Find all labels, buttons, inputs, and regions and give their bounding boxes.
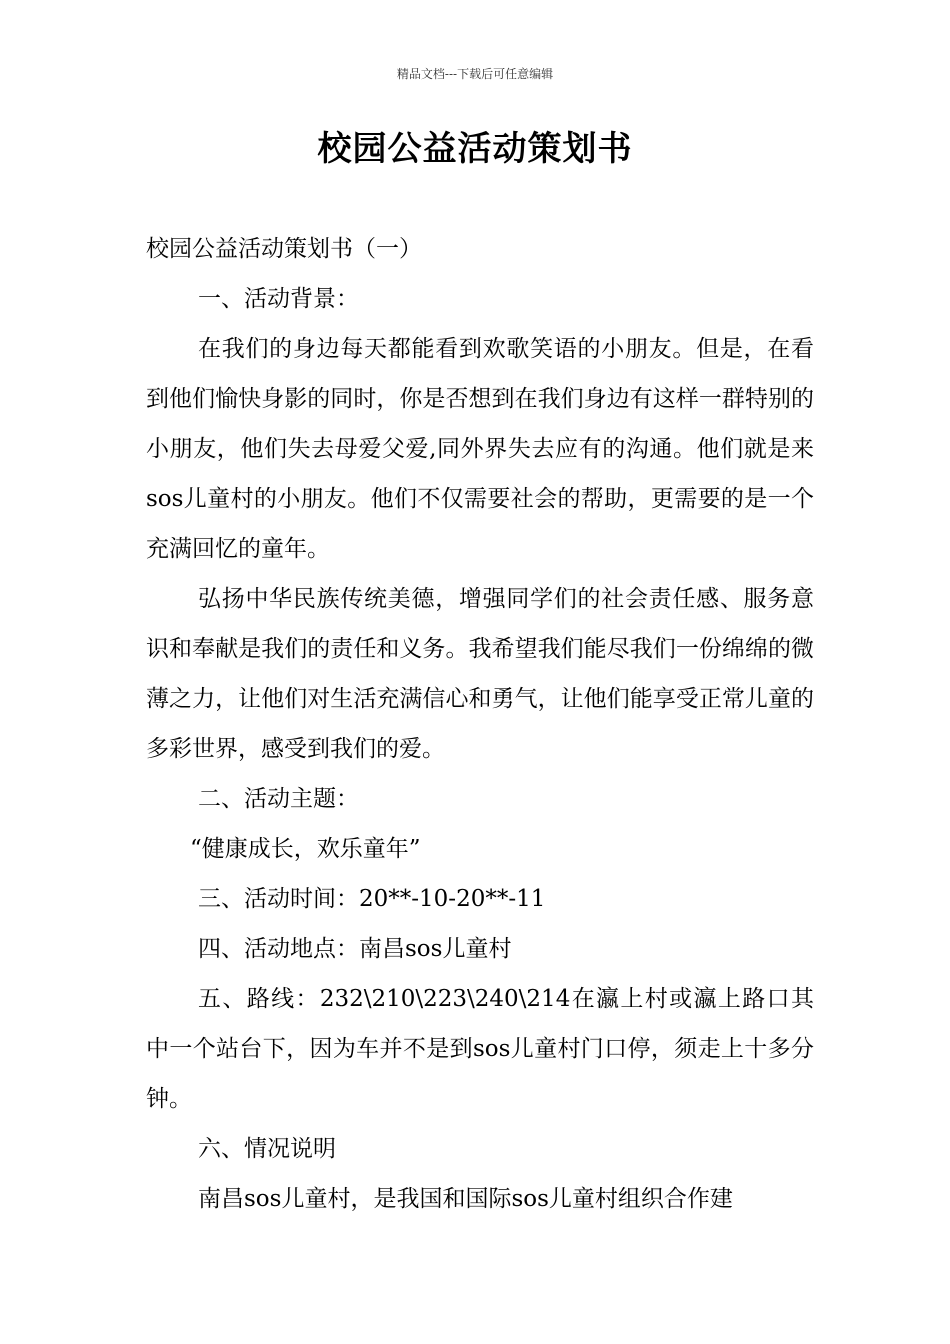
document-body (146, 224, 814, 1224)
theme-slogan: “健康成长，欢乐童年” (190, 836, 421, 862)
section-subtitle: 校园公益活动策划书（一） (146, 236, 422, 262)
heading-situation: 六、情况说明 (198, 1136, 336, 1162)
route-info: 五、路线：232\210\223\240\214在瀛上村或瀛上路口其中一个站台下，因为车并不是到sos儿童村门口停，须走上十多分钟。 (146, 986, 814, 1112)
activity-location: 四、活动地点：南昌sos儿童村 (198, 936, 512, 962)
paragraph-background-2: 弘扬中华民族传统美德，增强同学们的社会责任感、服务意识和奉献是我们的责任和义务。我希望我们能尽我们一份绵绵的微薄之力，让他们对生活充满信心和勇气，让他们能享受正常儿童的多彩世界，感受到我们的爱。 (146, 586, 814, 762)
paragraph-background-1: 在我们的身边每天都能看到欢歌笑语的小朋友。但是，在看到他们愉快身影的同时，你是否想到在我们身边有这样一群特别的小朋友，他们失去母爱父爱,同外界失去应有的沟通。他们就是来sos儿童村的小朋友。他们不仅需要社会的帮助，更需要的是一个充满回忆的童年。 (146, 336, 814, 562)
paragraph-situation: 南昌sos儿童村，是我国和国际sos儿童村组织合作建 (198, 1186, 733, 1212)
heading-theme: 二、活动主题： (198, 786, 359, 812)
header-note: 精品文档---下载后可任意编辑 (396, 67, 554, 81)
activity-time: 三、活动时间：20**-10-20**-11 (198, 886, 546, 912)
document-title: 校园公益活动策划书 (317, 129, 633, 169)
heading-background: 一、活动背景： (198, 286, 359, 312)
